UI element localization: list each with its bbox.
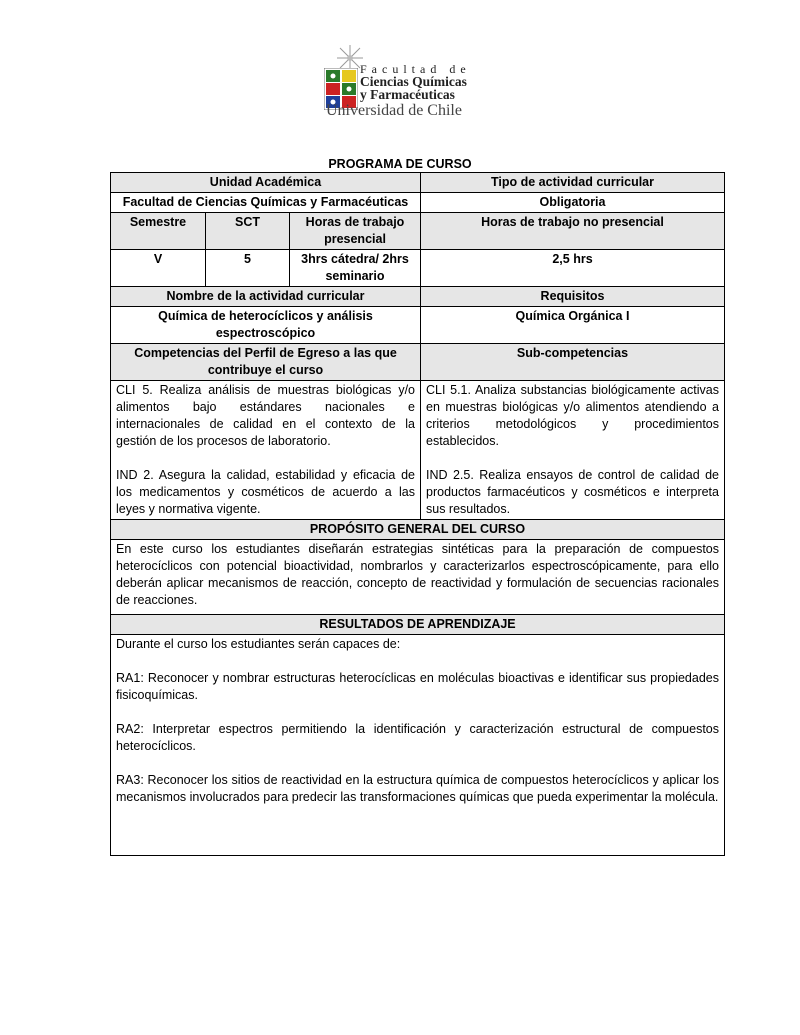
tipo-actividad-value: Obligatoria xyxy=(421,193,725,213)
unidad-academica-label: Unidad Académica xyxy=(111,173,421,193)
requisitos-value: Química Orgánica I xyxy=(421,307,725,344)
semestre-label: Semestre xyxy=(111,213,206,250)
resultados-label: RESULTADOS DE APRENDIZAJE xyxy=(111,615,725,635)
course-program-table xyxy=(110,172,725,856)
proposito-label: PROPÓSITO GENERAL DEL CURSO xyxy=(111,520,725,540)
horas-no-presencial-value: 2,5 hrs xyxy=(421,250,725,287)
resultado-ra3: RA3: Reconocer los sitios de reactividad en la estructura química de compuestos heterocíclicos y aplicar los mecanismos involucrados para predecir las transformaciones químicas que pueda experimentar la molécula. xyxy=(116,773,719,804)
competencias-cell xyxy=(111,381,421,520)
logo-line-farmaceuticas: y Farmacéuticas xyxy=(360,87,455,102)
proposito-text: En este curso los estudiantes diseñarán estrategias sintéticas para la preparación de compuestos heterocíclicos con potencial bioactividad, nombrarlos y caracterizarlos espectroscópicamente, para ello deberán aplicar mecanismos de reacción, concepto de reactividad y formulación de secuencias racionales de reacciones. xyxy=(111,540,725,615)
nombre-actividad-value: Química de heterocíclicos y análisis espectroscópico xyxy=(111,307,421,344)
faculty-logo xyxy=(324,44,484,120)
subcompetencias-cell xyxy=(421,381,725,520)
subcompetencias-label: Sub-competencias xyxy=(421,344,725,381)
resultado-ra1: RA1: Reconocer y nombrar estructuras heterocíclicas en moléculas bioactivas e identificar sus propiedades fisicoquímicas. xyxy=(116,671,719,702)
horas-presencial-value: 3hrs cátedra/ 2hrs seminario xyxy=(290,250,421,287)
competencia-ind2: IND 2. Asegura la calidad, estabilidad y eficacia de los medicamentos y cosméticos de acuerdo a las leyes y normativa vigente. xyxy=(116,468,415,516)
logo-line-facultad: Facultad de xyxy=(360,62,471,76)
resultados-cell xyxy=(111,635,725,856)
logo-university: Universidad de Chile xyxy=(326,102,462,119)
requisitos-label: Requisitos xyxy=(421,287,725,307)
unidad-academica-value: Facultad de Ciencias Químicas y Farmacéuticas xyxy=(111,193,421,213)
logo-line-ciencias: Ciencias Químicas xyxy=(360,74,467,89)
competencia-cli5: CLI 5. Realiza análisis de muestras biológicas y/o alimentos bajo estándares nacionales e internacionales de calidad en el contexto de la gestión de los procesos de laboratorio. xyxy=(116,383,415,448)
tipo-actividad-label: Tipo de actividad curricular xyxy=(421,173,725,193)
horas-no-presencial-label: Horas de trabajo no presencial xyxy=(421,213,725,250)
horas-presencial-label: Horas de trabajo presencial xyxy=(290,213,421,250)
sct-value: 5 xyxy=(206,250,290,287)
resultado-ra2: RA2: Interpretar espectros permitiendo la identificación y caracterización estructural de compuestos heterocíclicos. xyxy=(116,722,719,753)
document-title: PROGRAMA DE CURSO xyxy=(328,157,472,171)
resultados-intro: Durante el curso los estudiantes serán capaces de: xyxy=(116,637,401,651)
semestre-value: V xyxy=(111,250,206,287)
subcompetencia-cli51: CLI 5.1. Analiza substancias biológicamente activas en muestras biológicas y/o alimentos atendiendo a criterios metodológicos y procedimientos establecidos. xyxy=(426,383,719,448)
nombre-actividad-label: Nombre de la actividad curricular xyxy=(111,287,421,307)
competencias-label: Competencias del Perfil de Egreso a las que contribuye el curso xyxy=(111,344,421,381)
subcompetencia-ind25: IND 2.5. Realiza ensayos de control de calidad de productos farmacéuticos y cosméticos e interpreta sus resultados. xyxy=(426,468,719,516)
sct-label: SCT xyxy=(206,213,290,250)
